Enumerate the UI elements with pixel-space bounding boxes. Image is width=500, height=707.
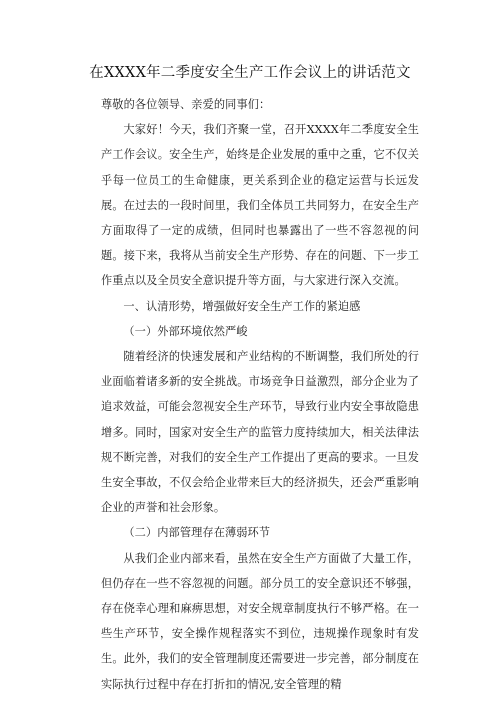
opening-paragraph: 大家好！今天，我们齐聚一堂，召开XXXX年二季度安全生产工作会议。安全生产，始终是企业发展的重中之重，它不仅关乎每一位员工的生命健康，更关系到企业的稳定运营与长远发展。在过去的一段时间里，我们全体员工共同努力，在安全生产方面取得了一定的成绩，但同时也暴露出了一些不容忽视的问题。接下来，我将从当前安全生产形势、存在的问题、下一步工作重点以及全员安全意识提升等方面，与大家进行深入交流。 <box>101 123 419 288</box>
subsection-paragraph-2: 从我们企业内部来看，虽然在安全生产方面做了大量工作，但仍存在一些不容忽视的问题。部分员工的安全意识还不够强，存在侥幸心理和麻痹思想，对安全规章制度执行不够严格。在一些生产环节，安全操作规程落实不到位，违规操作现象时有发生。此外，我们的安全管理制度还需要进一步完善，部分制度在实际执行过程中存在打折扣的情况,安全管理的精 <box>101 551 419 691</box>
subsection-heading-2: （二）内部管理存在薄弱环节 <box>123 526 271 540</box>
salutation: 尊敬的各位领导、亲爱的同事们： <box>101 98 271 111</box>
document-body <box>101 92 419 697</box>
subsection-heading-1: （一）外部环境依然严峻 <box>123 324 248 338</box>
section-heading-1: 一、认清形势，增强做好安全生产工作的紧迫感 <box>123 299 361 313</box>
subsection-paragraph-1: 随着经济的快速发展和产业结构的不断调整，我们所处的行业面临着诸多新的安全挑战。市场竞争日益激烈，部分企业为了追求效益，可能会忽视安全生产环节，导致行业内安全事故隐患增多。同时，国家对安全生产的监管力度持续加大，相关法律法规不断完善，对我们的安全生产工作提出了更高的要求。一旦发生安全事故，不仅会给企业带来巨大的经济损失，还会严重影响企业的声誉和社会形象。 <box>101 350 419 515</box>
document-title: 在XXXX年二季度安全生产工作会议上的讲话范文 <box>89 65 411 81</box>
